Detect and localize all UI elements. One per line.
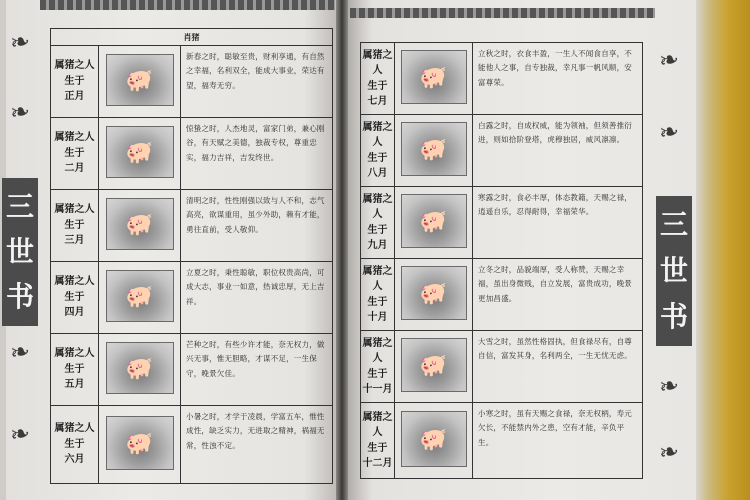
book-gutter	[336, 0, 348, 500]
pig-icon: 🐖	[125, 68, 154, 93]
pig-icon: 🐖	[125, 356, 154, 381]
fortune-text: 白露之时，自成权威，能为领袖，但须善推衍进，则如拾阶登塔，虎穆独居，威风凛凛。	[473, 115, 643, 187]
left-book-title	[2, 178, 38, 326]
pig-photo	[401, 50, 467, 104]
month-label: 属猪之人 生于 正月	[51, 46, 99, 118]
month-label: 属猪之人 生于 六月	[51, 406, 99, 484]
table-row	[51, 190, 333, 262]
month-label: 属猪之人 生于 十一月	[361, 331, 395, 403]
month-label: 属猪之人 生于 九月	[361, 187, 395, 259]
pig-icon: 🐖	[419, 353, 448, 379]
right-book-title	[656, 196, 692, 346]
dragon-icon: ❧	[656, 44, 682, 76]
fortune-text: 大雪之时，虽然性格固执，但食禄尽有，自尊自信，富发其身，名利两全，一生无忧无虑。	[473, 331, 643, 403]
fortune-text: 新春之时，聪敏至贵，财利享通，有自然之幸福，名利双全，能成大事业，荣达有望，福寿无穷。	[181, 46, 333, 118]
table-row	[361, 115, 643, 187]
month-label: 属猪之人 生于 五月	[51, 334, 99, 406]
right-top-border	[350, 8, 655, 18]
month-label: 属猪之人 生于 十二月	[361, 403, 395, 479]
dragon-icon: ❧	[656, 370, 682, 402]
pig-icon: 🐖	[125, 284, 154, 309]
pig-photo	[401, 338, 467, 392]
pig-photo-cell	[395, 43, 473, 115]
pig-photo	[401, 266, 467, 320]
fortune-text: 小暑之时，才学于凌晨，学富五车，惟性成性，缺乏实力，无进取之精神，祸福无常，性浊不定。	[181, 406, 333, 484]
pig-photo	[401, 194, 467, 248]
left-top-border	[40, 0, 335, 10]
table-row	[361, 259, 643, 331]
pig-photo	[106, 198, 174, 250]
table-row	[361, 403, 643, 479]
month-label: 属猪之人 生于 八月	[361, 115, 395, 187]
table-header: 肖猪	[51, 29, 333, 46]
pig-photo	[106, 342, 174, 394]
right-horoscope-table	[360, 42, 643, 479]
pig-photo-cell	[395, 115, 473, 187]
pig-photo-cell	[99, 190, 181, 262]
table-row	[51, 262, 333, 334]
table-row	[51, 46, 333, 118]
pig-photo-cell	[395, 403, 473, 479]
fortune-text: 寒露之时，食必丰厚，体态教籍，天赐之禄，逍遥自乐，忍得耐得，幸福荣华。	[473, 187, 643, 259]
pig-photo-cell	[99, 406, 181, 484]
title-char: 三	[659, 208, 688, 241]
pig-icon: 🐖	[125, 431, 154, 457]
fortune-text: 惊蛰之时，人杰地灵，富家门弟，兼心刚谷，有天赋之美德，独裁专权，尊重忠实，福力吉祥，吉发终世。	[181, 118, 333, 190]
fortune-text: 芒种之时，有些少许才能，奈无权力，做兴无事，惟无胆略，才谋不足，一生保守，晚景欠佳。	[181, 334, 333, 406]
dragon-icon: ❧	[656, 436, 682, 468]
pig-icon: 🐖	[125, 140, 154, 165]
dragon-icon: ❧	[7, 418, 33, 450]
pig-photo-cell	[99, 46, 181, 118]
pig-icon: 🐖	[419, 427, 448, 453]
month-label: 属猪之人 生于 四月	[51, 262, 99, 334]
table-row	[361, 187, 643, 259]
pig-photo-cell	[395, 187, 473, 259]
dragon-icon: ❧	[656, 116, 682, 148]
book-cover-edge	[696, 0, 750, 500]
pig-icon: 🐖	[419, 209, 448, 235]
pig-photo	[106, 270, 174, 322]
fortune-text: 立冬之时，品貌端厚，受人称赞，天赐之幸福，虽出身微贱，自立发展，富贵成功，晚景更加昌盛。	[473, 259, 643, 331]
pig-photo	[401, 411, 467, 467]
pig-icon: 🐖	[419, 137, 448, 163]
pig-photo	[106, 126, 174, 178]
table-row	[51, 118, 333, 190]
pig-photo	[106, 54, 174, 106]
table-row	[51, 406, 333, 484]
fortune-text: 立夏之时，秉性聪敏，职位权贵高尚，可成大志，事业一如意，热诚忠厚，无上吉祥。	[181, 262, 333, 334]
dragon-icon: ❧	[7, 96, 33, 128]
pig-photo-cell	[395, 331, 473, 403]
dragon-icon: ❧	[7, 336, 33, 368]
pig-photo-cell	[99, 334, 181, 406]
table-row	[51, 334, 333, 406]
pig-icon: 🐖	[419, 65, 448, 91]
month-label: 属猪之人 生于 二月	[51, 118, 99, 190]
pig-photo	[106, 416, 174, 470]
title-char: 世	[659, 254, 688, 287]
month-label: 属猪之人 生于 三月	[51, 190, 99, 262]
fortune-text: 立秋之时，衣食丰盈，一生人不闻食自享，不能他人之事，自专独裁，幸凡事一帆风顺，安富尊荣。	[473, 43, 643, 115]
fortune-text: 清明之时，性性刚强以致与人不和，志气高亮，欲谋重用，虽少外助，赖有才能，勇往直前，受人敬仰。	[181, 190, 333, 262]
pig-photo-cell	[99, 118, 181, 190]
month-label: 属猪之人 生于 七月	[361, 43, 395, 115]
pig-photo-cell	[99, 262, 181, 334]
table-row	[361, 43, 643, 115]
left-horoscope-table	[50, 28, 333, 484]
title-char: 三	[5, 189, 34, 223]
fortune-text: 小寒之时，虽有天赐之食禄，奈无权柄，寿元欠长，不能禁内外之患，空有才能，辛负平生。	[473, 403, 643, 479]
title-char: 书	[659, 300, 688, 333]
title-char: 世	[5, 234, 34, 268]
pig-icon: 🐖	[125, 212, 154, 237]
pig-photo-cell	[395, 259, 473, 331]
dragon-icon: ❧	[7, 26, 33, 58]
month-label: 属猪之人 生于 十月	[361, 259, 395, 331]
pig-photo	[401, 122, 467, 176]
pig-icon: 🐖	[419, 281, 448, 307]
table-row	[361, 331, 643, 403]
title-char: 书	[5, 280, 34, 314]
